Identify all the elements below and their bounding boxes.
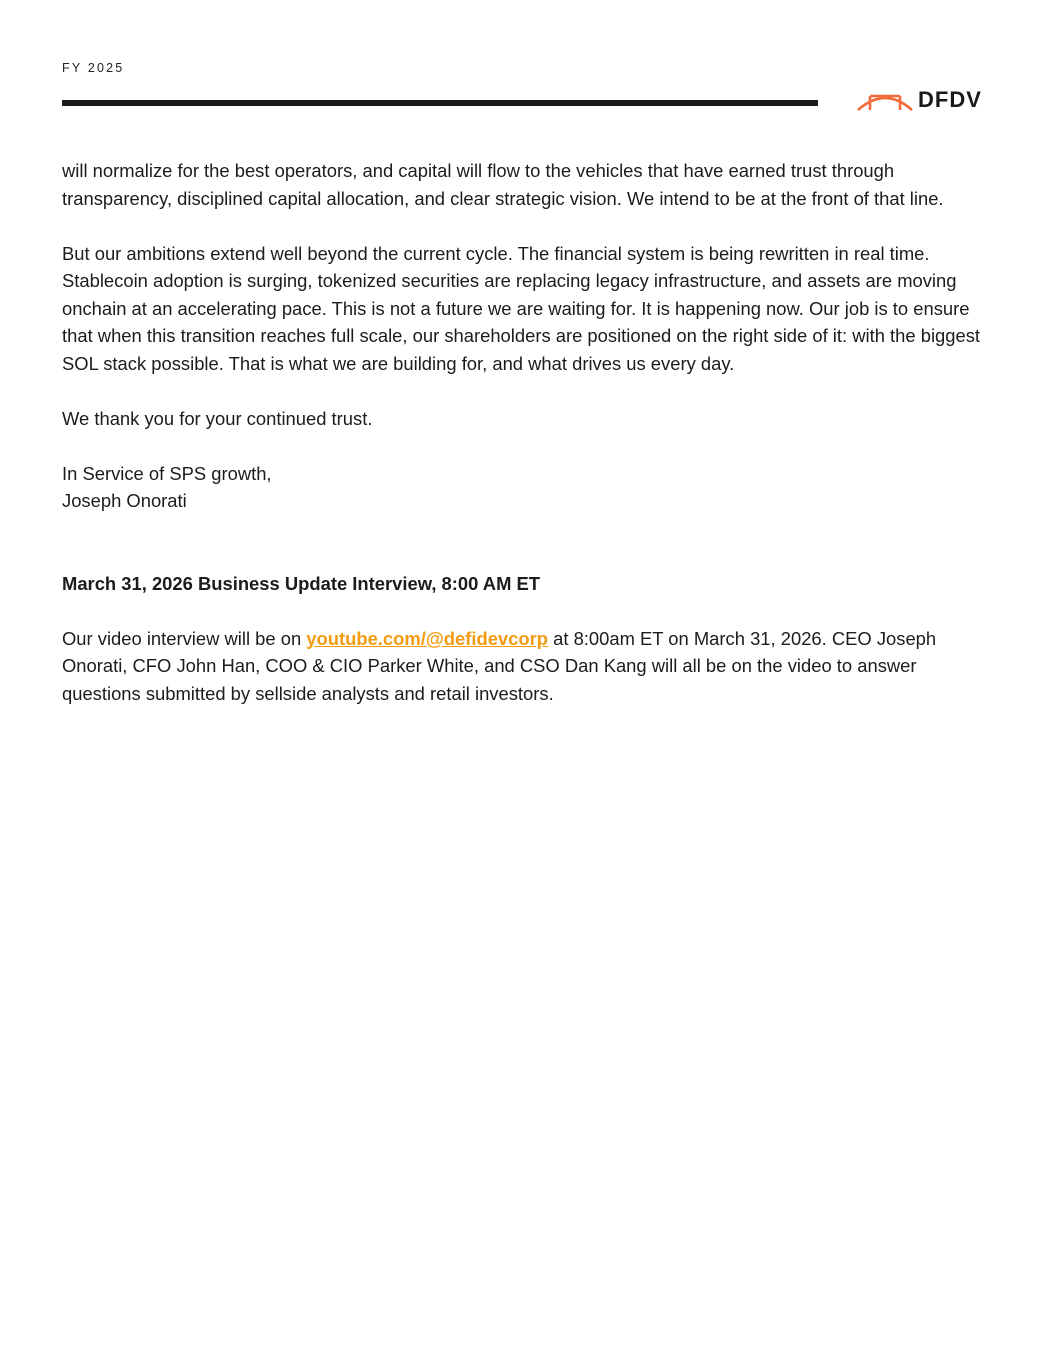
paragraph: will normalize for the best operators, and capital will flow to the vehicles that have earned trust through transparency, disciplined capital allocation, and clear strategic vision. We intend to be at the front of that line.	[62, 160, 944, 209]
signature-name: Joseph Onorati	[62, 490, 187, 511]
interview-text-after-link: at 8:00am ET on March 31, 2026. CEO Joseph Onorati, CFO John Han, COO & CIO Parker White, and CSO Dan Kang will all be on the video to answer questions submitted by sellside analysts and retail investors.	[62, 627, 937, 704]
spacer	[62, 542, 997, 570]
interview-text-before-link: Our video interview will be on	[62, 627, 307, 649]
dfdv-logo	[856, 88, 992, 112]
logo-text: DFDV	[918, 87, 982, 112]
interview-description	[62, 625, 997, 708]
paragraph: We thank you for your continued trust.	[62, 407, 373, 429]
bridge-logo-icon	[856, 88, 914, 112]
interview-heading: March 31, 2026 Business Update Interview, 8:00 AM ET	[62, 572, 540, 594]
closing-line: In Service of SPS growth,	[62, 462, 272, 484]
period-label: FY 2025	[62, 61, 125, 75]
youtube-link[interactable]: youtube.com/@defidevcorp	[306, 627, 549, 649]
header-rule	[62, 100, 818, 106]
paragraph: But our ambitions extend well beyond the current cycle. The financial system is being rewritten in real time. Stablecoin adoption is surging, tokenized securities are replacing legacy infrastructure, and assets are moving onchain at an accelerating pace. This is not a future we are waiting for. It is happening now. Our job is to ensure that when this transition reaches full scale, our shareholders are positioned on the right side of it: with the biggest SOL stack possible. That is what we are building for, and what drives us every day.	[62, 242, 981, 374]
letter-body	[62, 157, 997, 707]
